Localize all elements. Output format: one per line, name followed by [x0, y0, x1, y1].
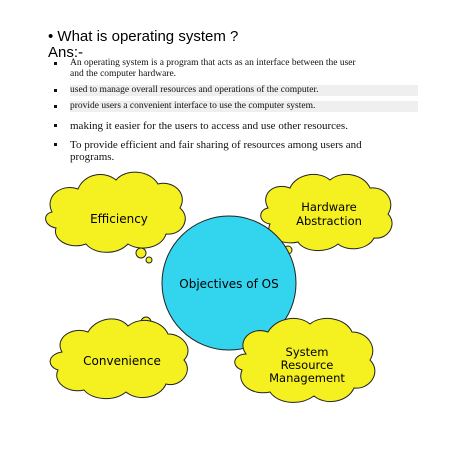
bullet-text-5: To provide efficient and fair sharing of resources among users and programs.: [70, 139, 362, 163]
cloud-tail-bubble: [136, 248, 146, 258]
cloud-label-hardware-line1: Hardware: [301, 200, 357, 214]
cloud-convenience: [50, 317, 188, 399]
question-title: • What is operating system ?: [48, 28, 239, 45]
cloud-system-resource-management: [235, 318, 375, 402]
bullet-text-4: making it easier for the users to access and use other resources.: [70, 120, 348, 132]
cloud-label-srm-line3: Management: [269, 371, 345, 385]
cloud-label-srm-line1: System: [285, 345, 329, 359]
cloud-label-efficiency: Efficiency: [90, 212, 148, 226]
bullet-text-2: used to manage overall resources and operations of the computer.: [70, 85, 418, 96]
cloud-efficiency: [46, 172, 186, 263]
answer-label: Ans:-: [48, 44, 84, 61]
bullet-text-1: An operating system is a program that acts as an interface between the user and the computer hardware.: [70, 58, 356, 79]
cloud-label-srm-line2: Resource: [280, 358, 334, 372]
bullet-text-3: provide users a convenient interface to use the computer system.: [70, 101, 418, 112]
cloud-label-hardware-line2: Abstraction: [296, 214, 362, 228]
cloud-label-convenience: Convenience: [83, 354, 161, 368]
cloud-tail-bubble: [146, 257, 152, 263]
center-label: Objectives of OS: [179, 277, 279, 291]
